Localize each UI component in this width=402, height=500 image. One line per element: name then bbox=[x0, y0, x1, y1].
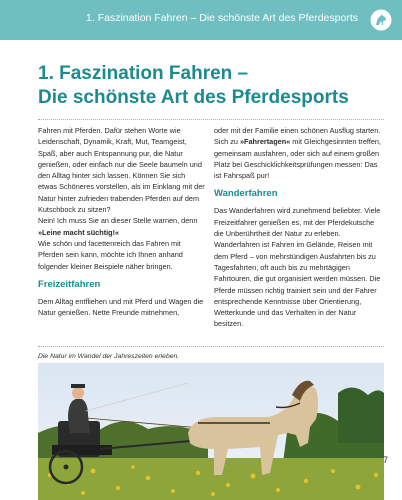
chapter-title-line-1: 1. Faszination Fahren – bbox=[38, 63, 249, 84]
header-bar bbox=[0, 0, 402, 40]
subheading-wanderfahren: Wanderfahren bbox=[214, 188, 278, 200]
freizeit-paragraph-2 bbox=[214, 125, 381, 181]
intro-paragraph-3: Wie schön und facettenreich das Fahren mit Pferden sein kann, möchte ich Ihnen anhand folgender kleiner Beispiele näher bringen. bbox=[38, 238, 183, 271]
divider-top bbox=[38, 119, 384, 120]
subheading-freizeitfahren: Freizeitfahren bbox=[38, 278, 101, 290]
quote-leine: »Leine macht süchtig!« bbox=[38, 227, 120, 237]
freizeit-paragraph-2-text-b: mit Gleichgesinnten treffen, gemeinsam ausfahren, oder sich auf einem großen Platz bei Geschicklichkeitsprüfungen messen: Das ist Fahrspaß pur! bbox=[214, 137, 381, 181]
freizeit-paragraph-2-text-a: oder mit der Familie einen schönen Ausflug starten. Sich zu bbox=[214, 126, 381, 147]
horse-icon bbox=[370, 9, 392, 31]
divider-bottom bbox=[38, 346, 384, 347]
quote-fahrertage: »Fahrertagen« bbox=[239, 137, 291, 147]
text-column-right bbox=[214, 125, 381, 330]
chapter-title-line-2: Die schönste Art des Pferdesports bbox=[38, 87, 349, 108]
running-header-title: 1. Faszination Fahren – Die schönste Art des Pferdesports bbox=[86, 12, 358, 24]
intro-paragraph-1: Fahren mit Pferden. Dafür stehen Worte wie Leidenschaft, Dynamik, Kraft, Mut, Teamgeist, Spaß, aber auch Entspannung pur, die Natur genießen, oder einfach nur die Seele baumeln und den Alltag hinter sich lassen. Können Sie sich etwas Schöneres vorstellen, als im Einklang mit der Natur hinter zufrieden trabenden Pferden auf dem Kutschbock zu sitzen? bbox=[38, 126, 205, 215]
wander-paragraph: Das Wanderfahren wird zunehmend beliebter. Viele Freizeitfahrer genießen es, mit der Pferdekutsche die Unberührtheit der Natur zu erleben. Wanderfahren ist Fahren im Gelände, Reisen mit dem Pferd – von mehrstündigen Ausfahrten bis zu Tagesfahrten, oft auch bis zu mehrtägigen Fahrtouren, die gut organisiert werden müssen. Die Pferde müssen richtig trainiert sein und der Fahrer entsprechende Kenntnisse über Orientierung, Wetterkunde und das Verhalten in der Natur besitzen. bbox=[214, 206, 381, 329]
carriage-driving-photo bbox=[38, 363, 384, 500]
intro-paragraph-2-text: Nein! Ich muss Sie an dieser Stelle warnen, denn bbox=[38, 216, 198, 226]
photo-caption: Die Natur im Wandel der Jahreszeiten erleben. bbox=[38, 353, 180, 360]
intro-paragraph-2 bbox=[38, 215, 205, 238]
text-column-left bbox=[38, 125, 205, 318]
page-number: 7 bbox=[382, 455, 388, 465]
freizeit-paragraph-1: Dem Alltag entfliehen und mit Pferd und Wagen die Natur genießen. Nette Freunde mitnehmen, bbox=[38, 296, 204, 318]
chapter-title bbox=[38, 62, 349, 110]
